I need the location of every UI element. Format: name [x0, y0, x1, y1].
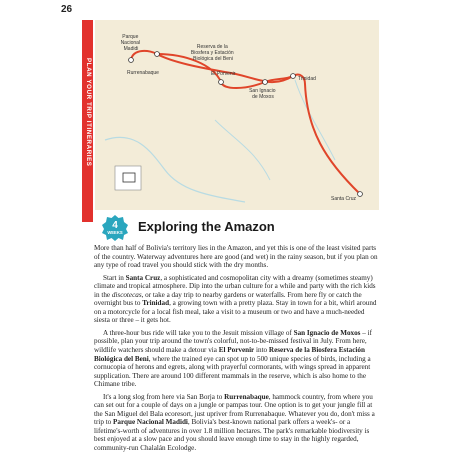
- body-paragraph: [94, 393, 378, 453]
- marker-san-ignacio: [263, 80, 268, 85]
- sidebar-tab-label-wrap: [84, 58, 92, 188]
- paragraph-text: into: [254, 346, 269, 355]
- badge-number: 4: [112, 220, 118, 231]
- place-name: El Porvenir: [218, 346, 255, 355]
- marker-porvenir: [219, 80, 224, 85]
- paragraph-text: , or take a day trip to nearby gardens or waterfalls. From here fly or catch the overnight bus to: [94, 290, 362, 308]
- paragraph-text: , a sophisticated and cosmopolitan city with a dreamy (sometimes steamy) climate and tropical atmosphere. Dip into the urban culture for a while and party with the rich kids in the: [94, 273, 376, 299]
- label-madidi: Parque Nacional Madidi: [120, 34, 141, 52]
- paragraph-text: It's a long slog from here via San Borja to: [103, 392, 225, 401]
- itinerary-map: [95, 20, 379, 210]
- label-santa-cruz: Santa Cruz: [331, 196, 357, 202]
- section-header: [102, 215, 382, 241]
- body-text: [94, 244, 378, 457]
- body-paragraph: [94, 244, 378, 270]
- marker-trinidad: [291, 74, 296, 79]
- paragraph-text: Start in: [103, 273, 126, 282]
- marker-santa-cruz: [358, 192, 363, 197]
- paragraph-text: , hammock country, from where you can set out for a couple of days on a jungle or pampas tour. One option is to get your jungle fill at the San Miguel del Bala ecoresort, just upriver from Rurrenabaque. Whatever you do, don't miss a trip to: [94, 392, 375, 427]
- label-reserva: Reserva de la Biosfera y Estación Biológica del Beni: [190, 44, 234, 62]
- paragraph-text: , Bolivia's best-known national park offers a week's- or a lifetime's-worth of adventures in over 1.8 million hectares. The park's remarkable biodiversity is best enjoyed at a slow pace and you should leave enough time to stay in the highly regarded, community-run Chalalán Ecolodge.: [94, 418, 370, 453]
- marker-madidi: [129, 58, 134, 63]
- label-trinidad: Trinidad: [298, 76, 316, 82]
- paragraph-text: , a growing town with a pretty plaza. Stay in town for a bit, whirl around on a motorcycle for a local fish meal, take a visit to a museum or two and have a much-needed siesta or three – it gets hot.: [94, 299, 377, 325]
- label-rurrenabaque: Rurrenabaque: [127, 70, 159, 76]
- place-name: Parque Nacional Madidi: [113, 418, 188, 427]
- section-title: Exploring the Amazon: [138, 219, 275, 234]
- paragraph-text: – if possible, plan your trip around the town's colorful, not-to-be-missed festival in July. From here, wildlife watchers should make a detour via: [94, 328, 372, 355]
- locator-map-inset: [115, 166, 141, 190]
- duration-badge: [102, 215, 128, 241]
- place-name: San Ignacio de Moxos: [293, 328, 361, 337]
- place-name: Trinidad: [142, 299, 170, 308]
- sidebar-tab-label: PLAN YOUR TRIP ITINERARIES: [85, 58, 92, 167]
- place-name: Rurrenabaque: [224, 392, 269, 401]
- paragraph-text: More than half of Bolivia's territory lies in the Amazon, and yet this is one of the least visited parts of the country. Waterway adventures here are good (and wet) in the rainy season, but if you plan on any type of road travel you should stick with the dry months.: [94, 244, 378, 270]
- place-name: Santa Cruz: [125, 273, 161, 282]
- badge-unit: WEEKS: [107, 230, 123, 235]
- place-name: Reserva de la Biosfera Estación Biológica del Beni: [94, 346, 365, 363]
- paragraph-text: A three-hour bus ride will take you to the Jesuit mission village of: [103, 328, 294, 337]
- label-porvenir: El Porvenir: [211, 71, 236, 77]
- paragraph-text: , where the trained eye can spot up to 500 unique species of birds, including a cornucopia of herons and egrets, along with prayerful cormorants, with wings spread in apparent supplication. There are around 100 different mammals in the reserve, which is also home to the Chimane tribe.: [94, 354, 371, 389]
- page-number: 26: [61, 4, 73, 15]
- emphasis-text: discotecas: [111, 290, 142, 299]
- body-paragraph: [94, 329, 378, 389]
- marker-rurrenabaque: [155, 52, 160, 57]
- label-san-ignacio: San Ignacio de Moxos: [249, 88, 276, 100]
- body-paragraph: [94, 274, 378, 325]
